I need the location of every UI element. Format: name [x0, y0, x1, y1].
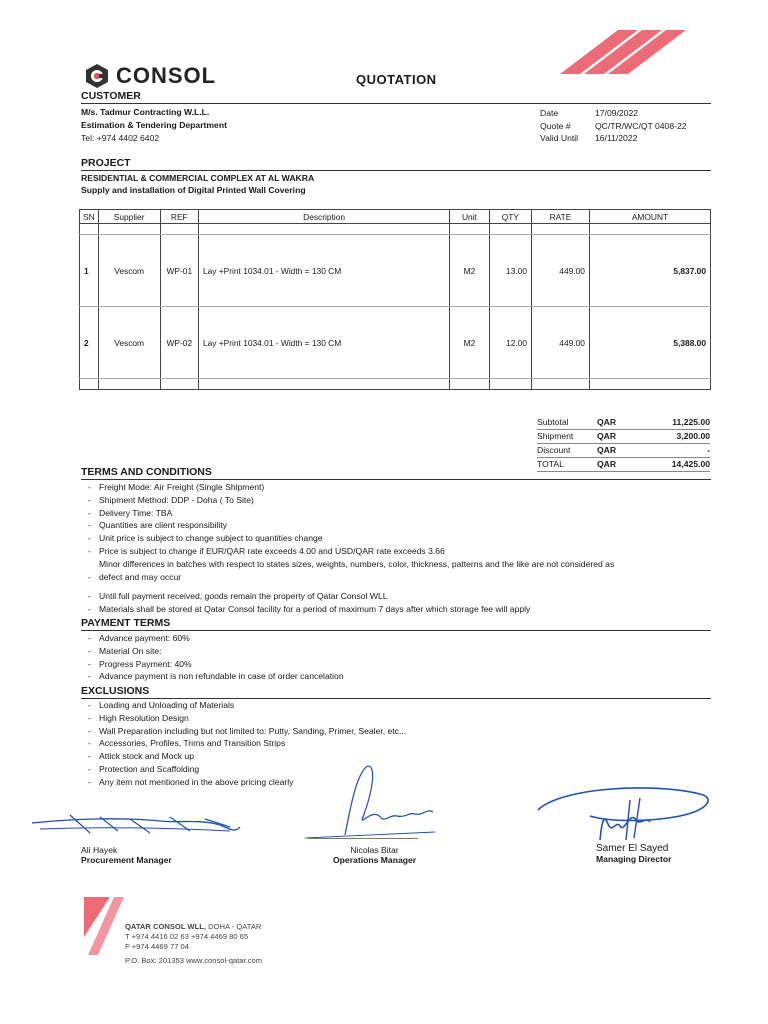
col-rate: RATE: [532, 210, 590, 224]
row-supplier: Vescom: [98, 307, 160, 379]
table-header-row: [80, 210, 711, 224]
list-item: - Progress Payment: 40%: [83, 658, 344, 671]
col-amount: AMOUNT: [589, 210, 710, 224]
valid-value: 16/11/2022: [595, 133, 638, 144]
list-item: - High Resolution Design: [83, 712, 406, 725]
total-value: 14,425.00: [651, 458, 710, 472]
discount-label: Discount: [537, 444, 597, 458]
terms-heading: TERMS AND CONDITIONS: [81, 466, 212, 478]
row-unit: M2: [450, 307, 489, 379]
shipment-label: Shipment: [537, 430, 597, 444]
row-supplier: Vescom: [98, 235, 160, 307]
customer-rule: [81, 103, 711, 104]
list-item: - Protection and Scaffolding: [83, 763, 406, 776]
project-scope: Supply and installation of Digital Printed Wall Covering: [81, 185, 306, 195]
consol-logo-icon: [84, 63, 110, 89]
exclusions-heading: EXCLUSIONS: [81, 685, 150, 697]
signatory-title: Operations Manager: [333, 855, 417, 865]
table-end-row: [80, 379, 711, 390]
list-item: - Advance payment is non refundable in case of order cancelation: [83, 670, 344, 683]
col-supplier: Supplier: [98, 210, 160, 224]
row-qty: 12.00: [489, 307, 531, 379]
row-description: Lay +Print 1034.01 - Width = 130 CM: [198, 235, 449, 307]
list-item: - Wall Preparation including but not limited to: Putty, Sanding, Primer, Sealer, etc...: [83, 725, 406, 738]
total-currency: QAR: [597, 458, 651, 472]
table-row: [80, 307, 711, 379]
list-item: - Freight Mode: Air Freight (Single Shipment): [83, 481, 713, 494]
customer-heading: CUSTOMER: [81, 90, 141, 102]
terms-rule: [81, 479, 711, 480]
row-unit: M2: [450, 235, 489, 307]
table-row: [80, 235, 711, 307]
footer-company: QATAR CONSOL WLL,: [125, 922, 206, 931]
row-ref: WP-02: [160, 307, 198, 379]
subtotal-value: 11,225.00: [651, 416, 710, 430]
list-item: - Until full payment received, goods remain the property of Qatar Consol WLL: [83, 590, 713, 603]
total-label: TOTAL: [537, 458, 597, 472]
col-qty: QTY: [489, 210, 531, 224]
signature-nicolas-bitar: [305, 760, 445, 840]
totals-block: [537, 416, 710, 472]
col-description: Description: [198, 210, 449, 224]
row-sn: 1: [80, 235, 99, 307]
project-name: RESIDENTIAL & COMMERCIAL COMPLEX AT AL WAKRA: [81, 173, 315, 183]
items-table: [79, 209, 711, 390]
shipment-value: 3,200.00: [651, 430, 710, 444]
discount-currency: QAR: [597, 444, 651, 458]
col-ref: REF: [160, 210, 198, 224]
footer-po-web: P.O. Box: 201353 www.consol-qatar.com: [125, 956, 263, 965]
customer-tel: Tel: +974 4402 6402: [81, 132, 160, 143]
footer-tel: T +974 4416 02 63 +974 4469 80 65: [125, 932, 249, 941]
footer-address: [125, 922, 262, 966]
row-rate: 449.00: [532, 307, 590, 379]
quote-value: QC/TR/WC/QT 0408-22: [595, 120, 687, 131]
date-label: Date: [540, 108, 559, 118]
signatory-title: Managing Director: [596, 854, 672, 864]
company-logo: [84, 63, 216, 89]
payment-heading: PAYMENT TERMS: [81, 617, 171, 629]
table-spacer-row: [80, 224, 711, 235]
customer-name: M/s. Tadmur Contracting W.L.L.: [81, 107, 210, 117]
row-description: Lay +Print 1034.01 - Width = 130 CM: [198, 307, 449, 379]
customer-block: [81, 106, 227, 144]
list-item: - Accessories, Profiles, Trims and Transition Strips: [83, 737, 406, 750]
shipment-currency: QAR: [597, 430, 651, 444]
company-name: CONSOL: [116, 63, 217, 88]
signature-line: [308, 838, 418, 839]
col-unit: Unit: [450, 210, 489, 224]
subtotal-label: Subtotal: [537, 416, 597, 430]
list-item: - Price is subject to change if EUR/QAR rate exceeds 4.00 and USD/QAR rate exceeds 3.66: [83, 545, 713, 558]
signatory-name: Samer El Sayed: [596, 843, 669, 854]
row-ref: WP-01: [160, 235, 198, 307]
signature-block-1: [81, 845, 172, 865]
list-item: - Materials shall be stored at Qatar Consol facility for a period of maximum 7 days after which storage fee will apply: [83, 603, 713, 616]
signature-block-2: [333, 845, 416, 865]
row-qty: 13.00: [489, 235, 531, 307]
list-item: - Advance payment: 60%: [83, 632, 344, 645]
signature-ali-hayek: [30, 805, 250, 845]
signature-block-3: [596, 843, 671, 864]
discount-value: -: [651, 444, 710, 458]
subtotal-currency: QAR: [597, 416, 651, 430]
list-item: - Shipment Method: DDP - Doha ( To Site): [83, 494, 713, 507]
list-item: - Unit price is subject to change subject to quantities change: [83, 532, 713, 545]
list-item: Minor differences in batches with respect to states sizes, weights, numbers, color, thickness, patterns and the like are not considered as: [99, 558, 615, 569]
footer-city: DOHA - QATAR: [206, 922, 262, 931]
col-sn: SN: [80, 210, 99, 224]
payment-list: [83, 632, 344, 683]
payment-rule: [81, 630, 711, 631]
date-value: 17/09/2022: [595, 108, 639, 118]
list-item: - Any item not mentioned in the above pricing clearly: [83, 776, 406, 789]
list-item: - Quantities are client responsibility: [83, 519, 713, 532]
row-rate: 449.00: [532, 235, 590, 307]
signature-samer-el-sayed: [530, 780, 720, 850]
list-item: - Delivery Time: TBA: [83, 507, 713, 520]
list-item: - Material On site:: [83, 645, 344, 658]
customer-department: Estimation & Tendering Department: [81, 119, 227, 130]
signatory-name: Nicolas Bitar: [350, 845, 399, 855]
row-sn: 2: [80, 307, 99, 379]
terms-list: [83, 481, 713, 616]
project-rule: [81, 170, 711, 171]
document-title: QUOTATION: [356, 72, 437, 87]
signatory-title: Procurement Manager: [81, 855, 172, 865]
quote-info: [540, 107, 687, 145]
list-item: - Attick stock and Mock up: [83, 750, 406, 763]
header-stripe-graphic: [560, 30, 690, 74]
row-amount: 5,837.00: [589, 235, 710, 307]
footer-fax: F +974 4469 77 04: [125, 942, 189, 951]
signatory-name: Ali Hayek: [81, 845, 118, 855]
valid-label: Valid Until: [540, 133, 579, 144]
list-item: - defect and may occur: [83, 571, 713, 584]
row-amount: 5,388.00: [589, 307, 710, 379]
project-heading: PROJECT: [81, 157, 131, 169]
quote-label: Quote #: [540, 120, 571, 131]
list-item: - Loading and Unloading of Materials: [83, 699, 406, 712]
